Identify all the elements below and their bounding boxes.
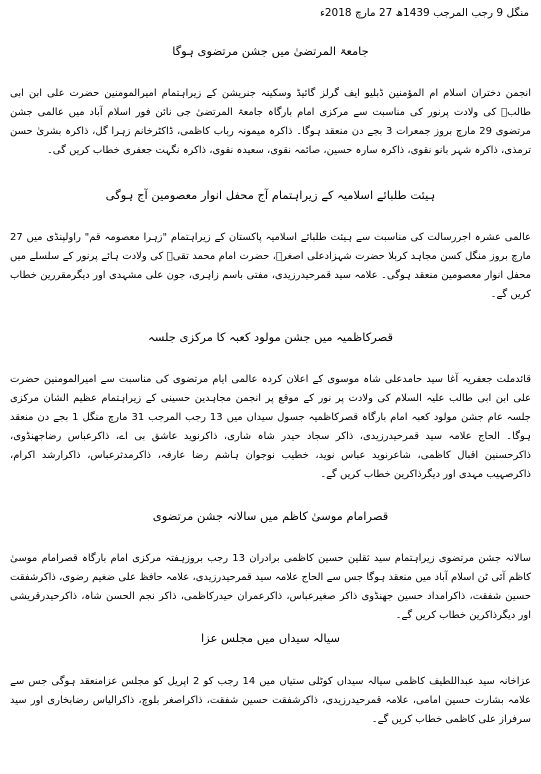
article-body: سالانہ جشن مرتضوی زیراہتمام سید ثقلین حسین کاظمی برادران 13 رجب بروزہفتہ مرکزی امام بارگاہ قصرامام موسیٰ کاظم آئی ٹن اسلام آباد میں منعقد ہوگا جس سے الحاج علامہ سید قمرحیدرزیدی، علامہ حافظ علی ضغیم رضوی، ذاکرشفقت حسین شفقت، ذاکرامداد حسین جھنڈوی ذاکر صغیرعباس، ذاکرعمران حیدرکاظمی، ذاکر نجم الحسن شاہ، ذاکرحیدرقریشی اور دیگرذاکرین خطاب کریں گے۔: [10, 553, 532, 621]
article-headline: قصرامام موسیٰ کاظم میں سالانہ جشن مرتضوی: [152, 509, 389, 523]
article-body: عالمی عشرہ اجررسالت کی مناسبت سے ہیئت طلبائے اسلامیہ پاکستان کے زیراہتمام "زہرا معصومہ قم" راولپنڈی میں 27 مارچ بروز منگل کسن مجاہد کربلا حضرت شہزادعلی اصغرؑ، حضرت امام محمد تقیؑ کی ولادت ہائے پرنور کے سلسلے میں محفل انوار معصومین منعقد ہوگی۔ علامہ سید قمرحیدرزیدی، مفتی باسم زاہری، جون علی مشہدی اور دیگرمقررین خطاب کریں گے۔: [10, 232, 531, 300]
article-qasr-imam-musa-kazim: [10, 509, 531, 625]
article-headline: جامعۃ المرتضیٰ میں جشن مرتضوی ہوگا: [172, 44, 369, 58]
article-qasr-kazmia-jalsa: [10, 330, 531, 484]
article-headline: سیالہ سیداں میں مجلس عزا: [200, 631, 341, 645]
article-majlis-aza-siala: [10, 631, 531, 729]
article-jashn-murtazvi-jamia: [10, 44, 531, 160]
article-body: انجمن دختران اسلام ام المؤمنین ڈبلیو ایف گرلز گائیڈ وسکینہ جنریشن کے زیراہتمام امیرالمومنین حضرت علی ابن ابی طالبؑ کی ولادت پرنور کی مناسبت سے مرکزی امام بارگاہ جامعۃ المرتضیٰ جی نائن فور اسلام آباد میں عالمی جشن مرتضوی 29 مارچ بروز جمعرات 3 بجے دن منعقد ہوگا۔ ذاکرہ میمونہ رباب کاظمی، ڈاکٹرخانم زہرا گل، ذاکرہ بشریٰ حسن ترمذی، ذاکرہ شہر بانو نقوی، ذاکرہ سارہ حسین، صائمہ نقوی، سعیدہ نقوی، ذاکرہ نگہت جعفری خطاب کریں گی۔: [10, 88, 532, 156]
article-headline: ہیئت طلبائے اسلامیہ کے زیراہتمام آج محفل انوار معصومین آج ہوگی: [105, 188, 436, 202]
dateline: منگل 9 رجب المرجب 1439ھ 27 مارچ 2018ء: [319, 7, 529, 19]
article-body: عزاخانہ سید عبداللطیف کاظمی سیالہ سیداں کوٹلی ستیاں میں 14 رجب کو 2 اپریل کو مجلس عزامنعقد ہوگی جس سے علامہ بشارت حسین امامی، علامہ قمرحیدرزیدی، ذاکرشفقت حسین شفقت، ذاکراصغر بلوچ، ذاکرالیاس رضابخاری اور سید سرفراز علی کاظمی خطاب کریں گے۔: [10, 676, 531, 725]
article-body: قائدملت جعفریہ آغا سید حامدعلی شاہ موسوی کے اعلان کردہ عالمی ایام مرتضوی کی مناسبت سے امیرالمومنین حضرت علی ابن ابی طالب علیہ السلام کی ولادت پر نور کے موقع پر انجمن مجاہدین حسینی کے زیراہتمام عظیم الشان مرکزی جلسہ عام جشن مولود کعبہ امام بارگاہ قصرکاظمیہ جسول سیداں میں 13 رجب المرجب 31 مارچ منگل 1 بجے دن منعقد ہوگا۔ الحاج علامہ سید قمرحیدرزیدی، ذاکر سجاد حیدر شاہ شاری، ذاکرنوید عاشق بی اے، ذاکرعباس رضاجھنڈوی، ذاکرحسنین اقبال کاظمی، شاعرنوید عباس نوید، خطیب نوجوان ہاشم رضا عارفہ، ذاکرمدثرعباس، ذاکرارشد اکرام، ذاکرصہیب مہدی اور دیگرذاکرین خطاب کریں گے۔: [10, 374, 531, 480]
article-headline: قصرکاظمیہ میں جشن مولود کعبہ کا مرکزی جلسہ: [147, 330, 393, 344]
article-mehfil-anwar-masoomeen: [10, 188, 531, 304]
